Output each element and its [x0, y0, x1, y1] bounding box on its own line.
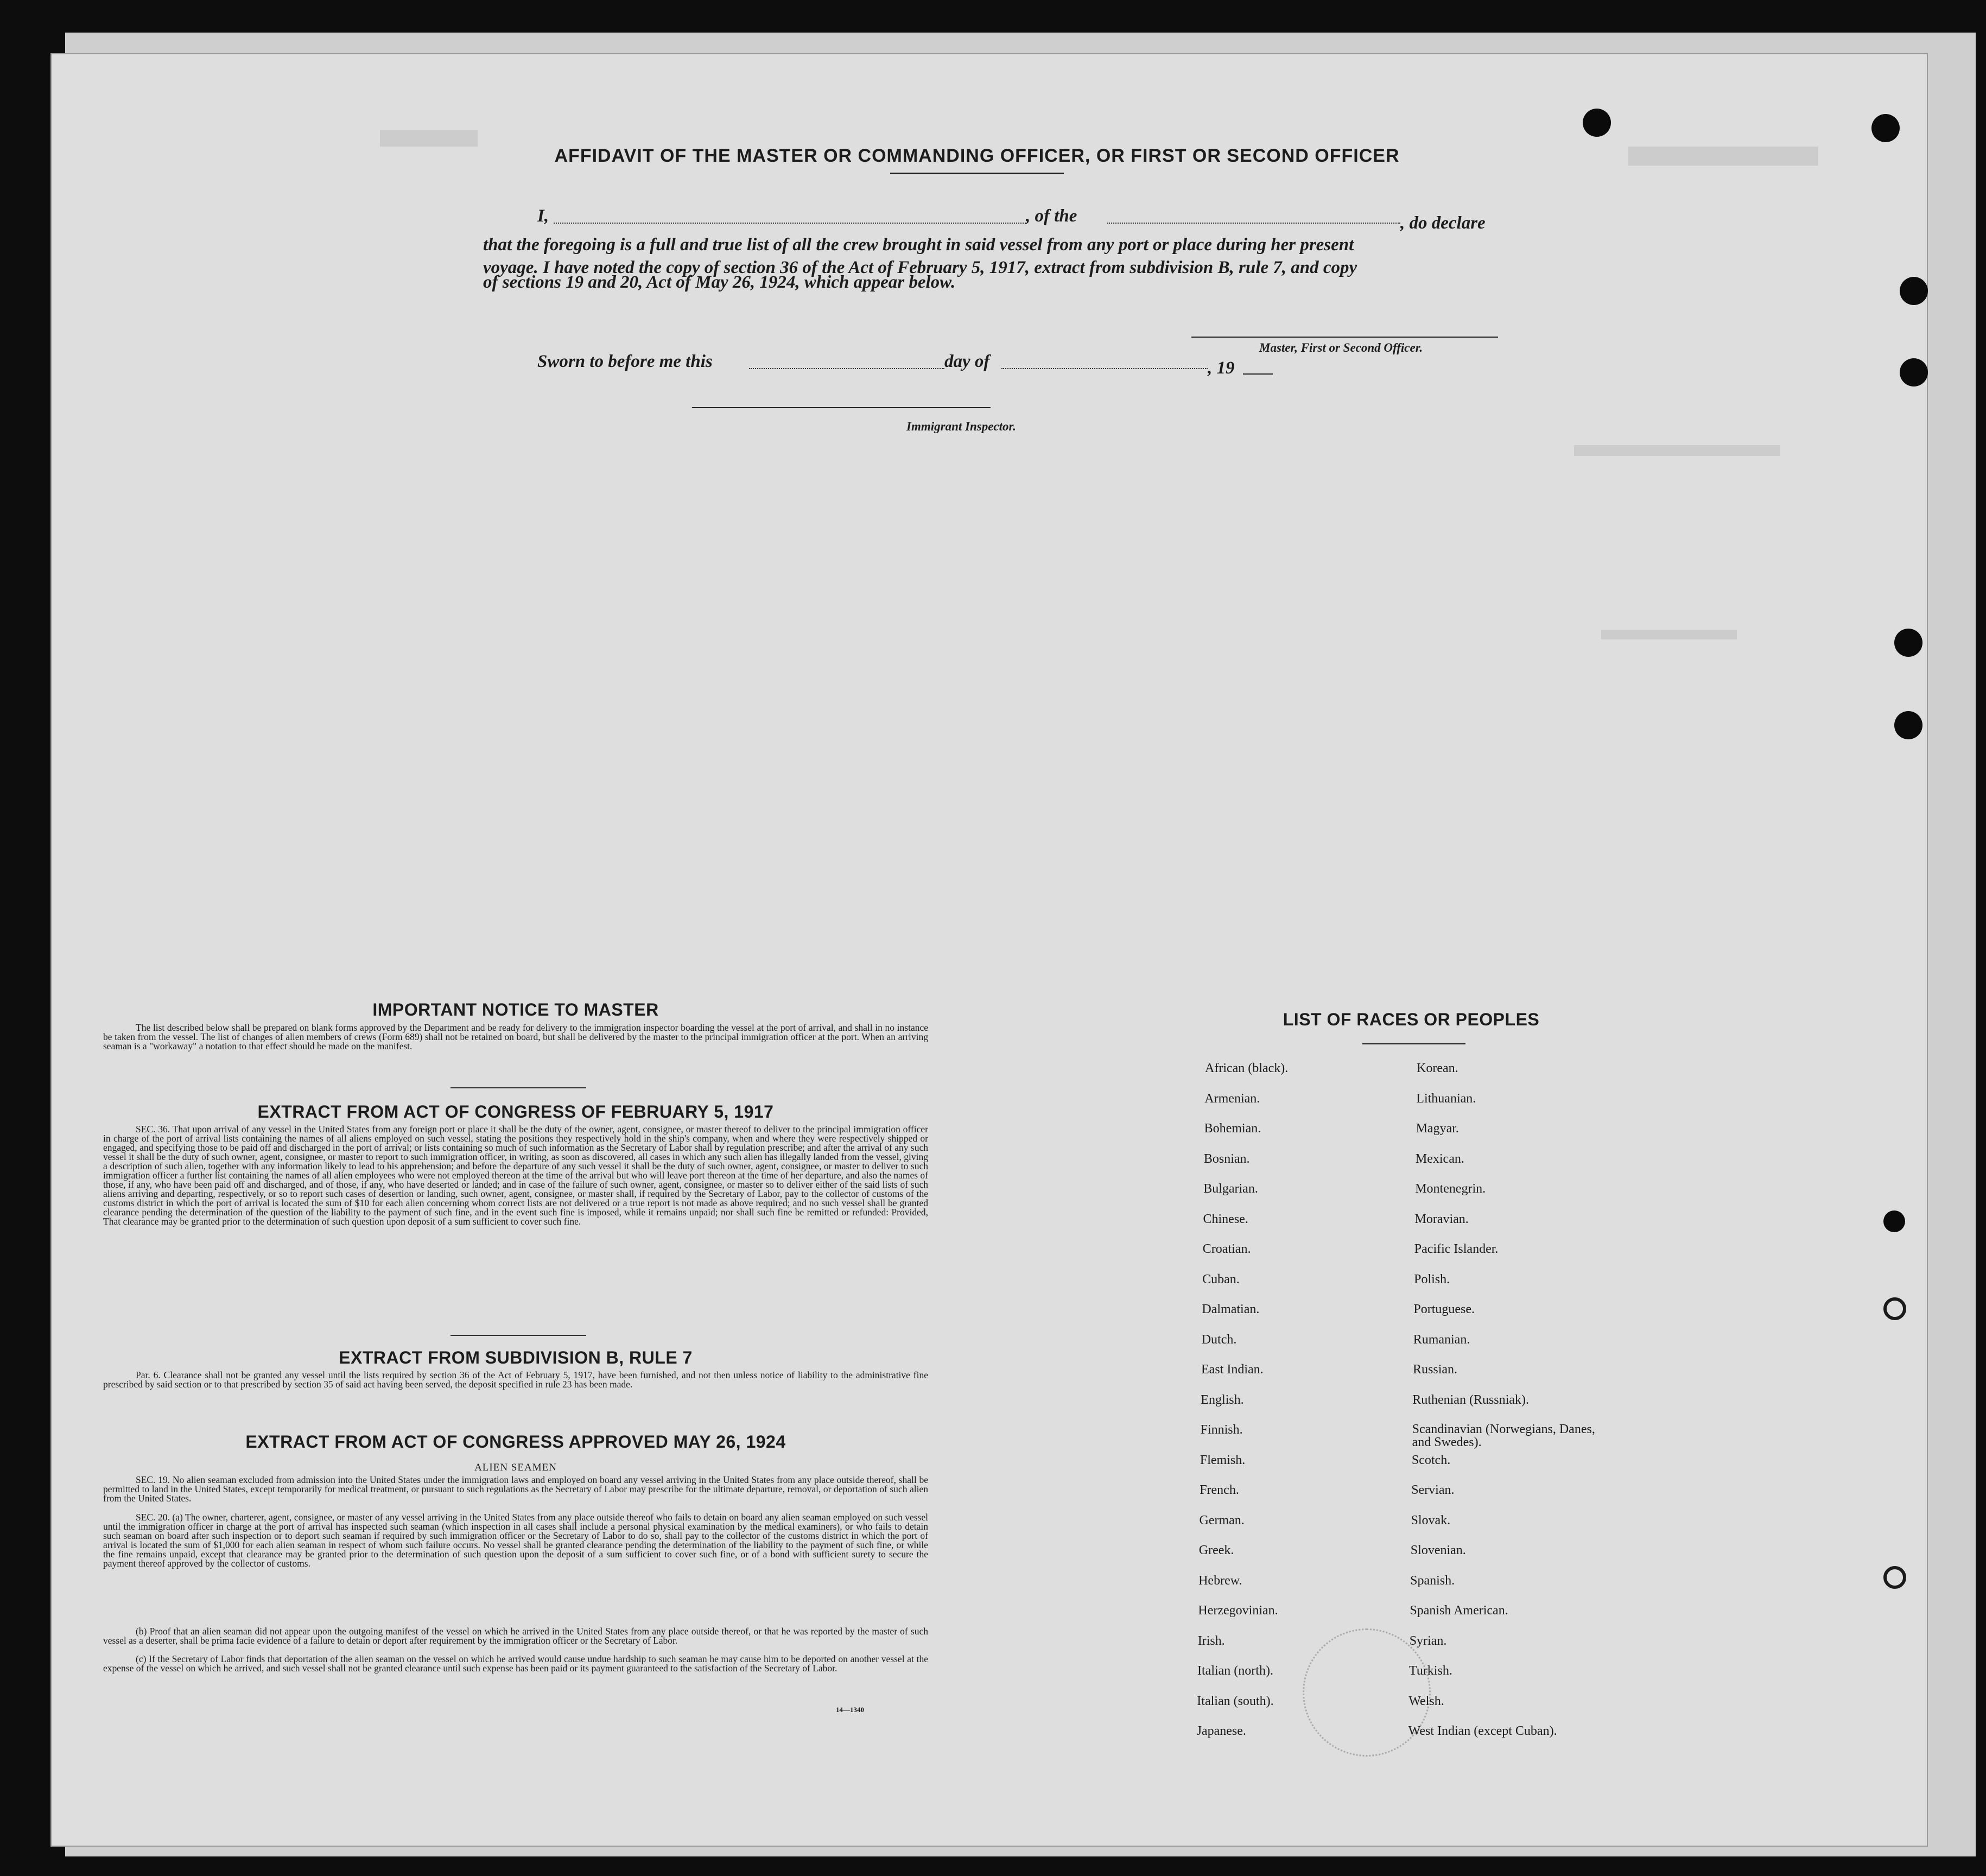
master-caption: Master, First or Second Officer. [1259, 341, 1423, 354]
race-item: Korean. [1417, 1061, 1458, 1075]
race-item: Spanish. [1410, 1573, 1455, 1588]
race-item: Slovak. [1411, 1513, 1451, 1528]
race-item: Magyar. [1416, 1121, 1459, 1136]
form-number: 14—1340 [836, 1706, 864, 1714]
race-item: Polish. [1414, 1272, 1450, 1286]
i-label: I, [537, 206, 549, 226]
race-item: Japanese. [1196, 1724, 1246, 1738]
race-item: Syrian. [1409, 1633, 1447, 1648]
title-underline [890, 173, 1064, 174]
rule7-title: EXTRACT FROM SUBDIVISION B, RULE 7 [339, 1348, 693, 1367]
race-item: Servian. [1411, 1483, 1455, 1497]
sec20a-text: SEC. 20. (a) The owner, charterer, agent, consignee, or master of any vessel arriving in the United States from any place outside thereof who fails to detain on board any alien seaman employed on such vessel until the immigration officer in charge at the port of arrival has inspected such seaman (which inspection in all cases shall include a personal physical examination by the medical examiners), or who fails to detain such seaman on board after such inspection or to deport such seaman if required by such immigration officer or the Secretary of Labor to do so, shall pay to the collector of the customs district in which the port of arrival is located the sum of $1,000 for each alien seaman in respect of whom such failure occurs. No vessel shall be granted clearance pending the determination of the liability to the payment of such fine, or while the fine remains unpaid, except that clearance may be granted prior to the determination of such question upon the deposit of a sum sufficient to cover such fine, or of a bond with sufficient surety to secure the payment thereof approved by the collector of customs. [103, 1512, 928, 1569]
punch-hole-ring-icon [1883, 1566, 1906, 1589]
inspector-caption: Immigrant Inspector. [906, 420, 1016, 433]
of-the-label: , of the [1026, 206, 1077, 226]
race-item: Mexican. [1415, 1151, 1464, 1166]
race-item: Scotch. [1411, 1453, 1451, 1467]
punch-hole-icon [1871, 114, 1900, 142]
race-item: Ruthenian (Russniak). [1412, 1392, 1529, 1407]
punch-hole-icon [1894, 711, 1922, 739]
race-item: Dutch. [1201, 1332, 1237, 1347]
section-divider [451, 1335, 586, 1336]
extract-1924-title: EXTRACT FROM ACT OF CONGRESS APPROVED MAY 26, 1924 [245, 1432, 786, 1452]
punch-hole-icon [1900, 277, 1928, 305]
race-item: Chinese. [1203, 1212, 1248, 1226]
punch-hole-icon [1894, 629, 1922, 657]
race-item: Herzegovinian. [1198, 1604, 1278, 1618]
notice-text: The list described below shall be prepared on blank forms approved by the Department and be ready for delivery to the immigration inspector boarding the vessel at the port of arrival, and shall in no instance be taken from the vessel. The list of changes of alien members of crews (Form 689) shall not be retained on board, but shall be delivered by the master to the principal immigration officer at the port. When an arriving seaman is a "workaway" a notation to that effect should be made on the manifest. [103, 1022, 928, 1051]
race-item: Italian (north). [1197, 1664, 1273, 1678]
punch-hole-icon [1900, 358, 1928, 386]
year-fill-line[interactable] [1243, 373, 1273, 375]
race-item: German. [1199, 1513, 1245, 1528]
race-item: Turkish. [1409, 1664, 1452, 1678]
race-item: French. [1200, 1483, 1239, 1497]
master-signature-line[interactable] [1191, 337, 1498, 338]
race-item: African (black). [1205, 1061, 1289, 1075]
sworn-month-fill-line[interactable] [1001, 368, 1208, 369]
extract-1917-text: SEC. 36. That upon arrival of any vessel in the United States from any foreign port or place it shall be the duty of the owner, agent, consignee, or master thereof to deliver to the principal immigration officer in charge of the port of arrival lists containing the names of all aliens employed on such vessel, stating the positions they respectively hold in the ship's company, when and where they were respectively shipped or engaged, and specifying those to be paid off and discharged in the port of arrival; or lists containing so much of such information as the Secretary of Labor shall by regulation prescribe; and after the arrival of any such vessel it shall be the duty of such owner, agent, consignee, or master to report to such immigration officer, in writing, as soon as discovered, all cases in which any such alien has illegally landed from the vessel, giving a description of such alien, together with any information likely to lead to his apprehension; and before the departure of any such vessel it shall be the duty of such owner, agent, consignee, or master to deliver to such immigration officer a further list containing the names of all alien employees who were not employed thereon at the time of the arrival but who will leave port thereon at the time of her departure, and also the names of those, if any, who have been paid off and discharged, and of those, if any, who have deserted or landed; and in case of the failure of such owner, agent, consignee, or master so to deliver either of the said lists of such aliens arriving and departing, respectively, or so to report such cases of desertion or landing, such owner, agent, consignee, or master shall, if required by the Secretary of Labor, pay to the collector of customs of the customs district in which the port of arrival is located the sum of $10 for each alien concerning whom correct lists are not delivered or a true report is not made as above required; and no such vessel shall be granted clearance pending the determination of the question of the liability to the payment of such fine, and in the event such fine is imposed, while it remains unpaid; nor shall such fine be remitted or refunded: Provided, That clearance may be granted prior to the determination of such question upon deposit of a sum sufficient to cover such fine. [103, 1124, 928, 1227]
race-item: Slovenian. [1410, 1543, 1466, 1557]
bleed-through-mark [380, 130, 478, 147]
race-item: East Indian. [1201, 1362, 1264, 1377]
race-item: Irish. [1197, 1633, 1225, 1648]
inspector-signature-line[interactable] [692, 407, 991, 408]
race-item: Croatian. [1202, 1242, 1251, 1256]
race-item: Welsh. [1408, 1694, 1444, 1708]
notice-title: IMPORTANT NOTICE TO MASTER [372, 1000, 659, 1019]
bleed-through-mark [1574, 445, 1780, 456]
punch-hole-ring-icon [1883, 1297, 1906, 1320]
race-item: Cuban. [1202, 1272, 1240, 1286]
race-item: Pacific Islander. [1414, 1242, 1499, 1256]
race-item: Hebrew. [1198, 1573, 1242, 1588]
race-item: Lithuanian. [1416, 1091, 1476, 1106]
race-item: Greek. [1198, 1543, 1234, 1557]
sec20c-text: (c) If the Secretary of Labor finds that deportation of the alien seaman on the vessel on which he arrived would cause undue hardship to such seaman he may cause him to be deported on another vessel at the expense of the vessel on which he arrived, and such vessel shall not be granted clearance until such expense has been paid or its payment guaranteed to the satisfaction of the Secretary of Labor. [103, 1653, 928, 1674]
sec20b-text: (b) Proof that an alien seaman did not appear upon the outgoing manifest of the vessel on which he arrived in the United States from any place outside thereof, or that he was reported by the master of such vessel as a deserter, shall be prima facie evidence of a failure to detain or deport after requirement by the immigration officer or the Secretary of Labor. [103, 1626, 928, 1646]
extract-1917-title: EXTRACT FROM ACT OF CONGRESS OF FEBRUARY 5, 1917 [257, 1102, 774, 1121]
punch-hole-icon [1583, 109, 1611, 137]
faint-stamp-icon [1303, 1628, 1431, 1757]
race-item: Flemish. [1200, 1453, 1246, 1467]
declaration-line-4: of sections 19 and 20, Act of May 26, 1924, which appear below. [483, 272, 956, 292]
sworn-label: Sworn to before me this [537, 352, 713, 371]
punch-hole-icon [1883, 1210, 1905, 1232]
race-item: Italian (south). [1197, 1694, 1274, 1708]
races-title: LIST OF RACES OR PEOPLES [1283, 1010, 1540, 1029]
declaration-line-3: voyage. I have noted the copy of section 36 of the Act of February 5, 1917, extract from subdivision B, rule 7, and copy [483, 258, 1357, 277]
document-sheet [52, 54, 1927, 1846]
do-declare-label: , do declare [1400, 213, 1486, 233]
race-item: Spanish American. [1410, 1604, 1508, 1618]
vessel-fill-line[interactable] [1107, 223, 1400, 224]
race-item: West Indian (except Cuban). [1408, 1724, 1557, 1738]
race-item: English. [1201, 1392, 1244, 1407]
bleed-through-mark [1601, 630, 1737, 639]
bleed-through-mark [1628, 147, 1818, 166]
race-item: Armenian. [1204, 1091, 1260, 1106]
alien-seamen-subtitle: ALIEN SEAMEN [474, 1462, 557, 1473]
affidavit-title: AFFIDAVIT OF THE MASTER OR COMMANDING OFFICER, OR FIRST OR SECOND OFFICER [554, 145, 1400, 166]
name-fill-line[interactable] [554, 223, 1026, 224]
race-item: Montenegrin. [1415, 1182, 1486, 1196]
race-item: Bohemian. [1204, 1121, 1261, 1136]
race-item: Dalmatian. [1202, 1302, 1260, 1316]
race-item: Rumanian. [1413, 1332, 1470, 1347]
year-label: , 19 [1208, 358, 1235, 378]
rule7-text: Par. 6. Clearance shall not be granted any vessel until the lists required by section 36 of the Act of February 5, 1917, have been furnished, and not then unless notice of liability to the administrative fine prescribed by said section or to that prescribed by section 35 of said act having been served, the deposit specified in rule 23 has been made. [103, 1370, 928, 1390]
sworn-day-fill-line[interactable] [749, 368, 944, 369]
race-item: Portuguese. [1413, 1302, 1475, 1316]
declaration-line-2: that the foregoing is a full and true list of all the crew brought in said vessel from any port or place during her present [483, 235, 1354, 255]
race-item: Scandinavian (Norwegians, Danes, and Swedes). [1412, 1422, 1595, 1449]
sec19-text: SEC. 19. No alien seaman excluded from admission into the United States under the immigration laws and employed on board any vessel arriving in the United States from any place outside thereof, shall be permitted to land in the United States, except temporarily for medical treatment, or pursuant to such regulations as the Secretary of Labor may prescribe for the ultimate departure, removal, or deportation of such alien from the United States. [103, 1474, 928, 1504]
section-divider [451, 1087, 586, 1088]
day-of-label: day of [944, 352, 990, 371]
race-item: Finnish. [1200, 1423, 1243, 1437]
race-item: Moravian. [1414, 1212, 1469, 1226]
race-item: Russian. [1413, 1362, 1458, 1377]
race-item: Bosnian. [1203, 1151, 1250, 1166]
race-item: Bulgarian. [1203, 1182, 1258, 1196]
races-title-underline [1362, 1043, 1465, 1044]
